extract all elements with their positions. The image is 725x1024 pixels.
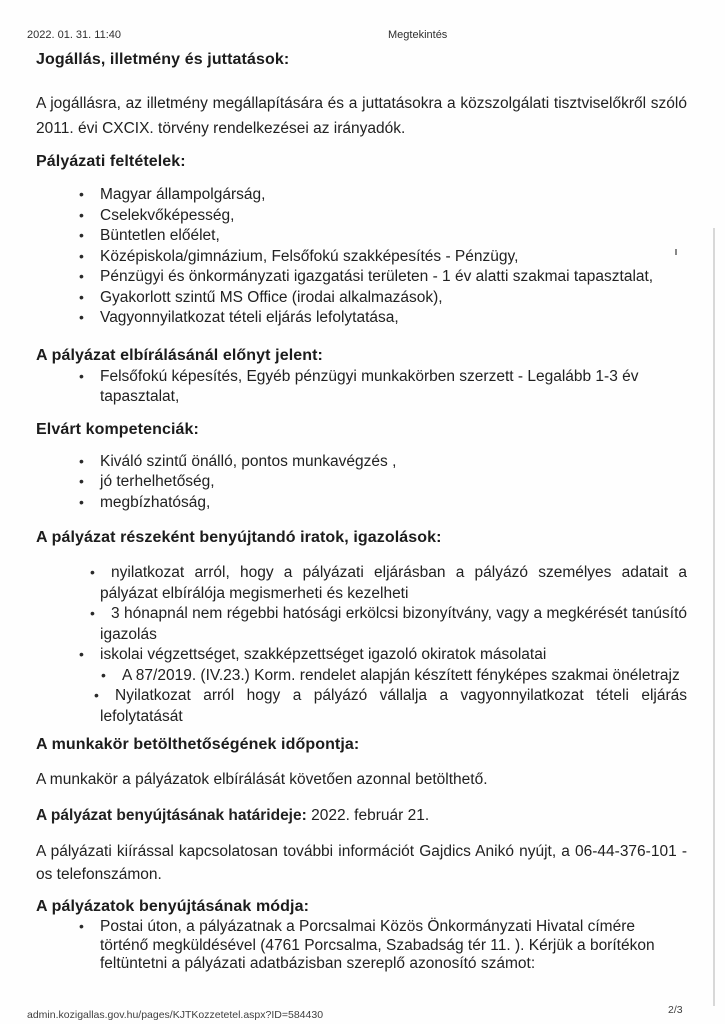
section-heading-iratok: A pályázat részeként benyújtandó iratok, igazolások:: [36, 529, 442, 546]
list-elonyt: [36, 367, 687, 408]
section-heading-feltetelek: Pályázati feltételek:: [36, 153, 186, 170]
section-heading-idopontja: A munkakör betölthetőségének időpontja:: [36, 736, 360, 753]
section-heading-jogallas: Jogállás, illetmény és juttatások:: [36, 51, 290, 68]
list-item: • A 87/2019. (IV.23.) Korm. rendelet alapján készített fényképes szakmai önéletrajz: [78, 666, 687, 687]
footer-page-indicator: 2/3: [668, 1004, 683, 1016]
print-view-label: Megtekintés: [388, 29, 448, 41]
paragraph-betoltheto: A munkakör a pályázatok elbírálását követően azonnal betölthető.: [36, 771, 488, 788]
scan-noise-speck: [675, 249, 677, 255]
print-datetime: 2022. 01. 31. 11:40: [27, 29, 121, 41]
list-item: • Gyakorlott szintű MS Office (irodai alkalmazások),: [78, 288, 687, 309]
paragraph-informacio: A pályázati kiírással kapcsolatosan további információt Gajdics Anikó nyújt, a 06-44-376-101 -os telefonszámon.: [36, 843, 687, 883]
list-item: • Postai úton, a pályázatnak a Porcsalmai Közös Önkormányzati Hivatal címére történő megküldésével (4761 Porcsalma, Szabadság tér 11. ). Kérjük a borítékon feltüntetni a pályázati adatbázisban szereplő azonosító számot:: [78, 918, 687, 974]
paragraph-hatarido: [36, 804, 687, 827]
hatarido-label: A pályázat benyújtásának határideje:: [36, 807, 307, 824]
hatarido-value: 2022. február 21.: [306, 807, 430, 824]
list-item: • Magyar állampolgárság,: [78, 185, 687, 206]
list-item: • Nyilatkozat arról hogy a pályázó vállalja a vagyonnyilatkozat tételi eljárás lefolytatását: [78, 686, 687, 727]
list-item: • Kiváló szintű önálló, pontos munkavégzés ,: [78, 452, 687, 473]
list-item: • jó terhelhetőség,: [78, 472, 687, 493]
list-kompetenciak: [36, 452, 687, 514]
document-body: [0, 44, 725, 974]
section-heading-elonyt: A pályázat elbírálásánál előnyt jelent:: [36, 346, 323, 364]
list-item: • megbízhatóság,: [78, 493, 687, 514]
section-heading-modja: A pályázatok benyújtásának módja:: [36, 898, 310, 915]
list-item: • Középiskola/gimnázium, Felsőfokú szakképesítés - Pénzügy,: [78, 247, 687, 268]
list-modja: [36, 918, 687, 974]
list-item: • Felsőfokú képesítés, Egyéb pénzügyi munkakörben szerzett - Legalább 1-3 év tapasztalat,: [78, 367, 687, 408]
footer-url: admin.kozigallas.gov.hu/pages/KJTKozzetetel.aspx?ID=584430: [27, 1009, 324, 1021]
list-item: • Cselekvőképesség,: [78, 206, 687, 227]
list-iratok: [36, 563, 687, 727]
list-item: • Pénzügyi és önkormányzati igazgatási területen - 1 év alatti szakmai tapasztalat,: [78, 267, 687, 288]
print-footer: [0, 1002, 725, 1024]
list-item: • nyilatkozat arról, hogy a pályázati eljárásban a pályázó személyes adatait a pályázat elbírálója megismerheti és kezelheti: [78, 563, 687, 604]
list-item: • 3 hónapnál nem régebbi hatósági erkölcsi bizonyítvány, vagy a megkérését tanúsító igazolás: [78, 604, 687, 645]
list-item: • Büntetlen előélet,: [78, 226, 687, 247]
paragraph-jogallas: A jogállásra, az illetmény megállapítására és a juttatásokra a közszolgálati tisztviselőkről szóló 2011. évi CXCIX. törvény rendelkezései az irányadók.: [36, 95, 687, 137]
section-heading-kompetenciak: Elvárt kompetenciák:: [36, 420, 199, 438]
scan-edge-line: [713, 228, 715, 1006]
list-item: • Vagyonnyilatkozat tételi eljárás lefolytatása,: [78, 308, 687, 329]
list-feltetelek: [36, 185, 687, 329]
list-item: • iskolai végzettséget, szakképzettséget igazoló okiratok másolatai: [78, 645, 687, 666]
